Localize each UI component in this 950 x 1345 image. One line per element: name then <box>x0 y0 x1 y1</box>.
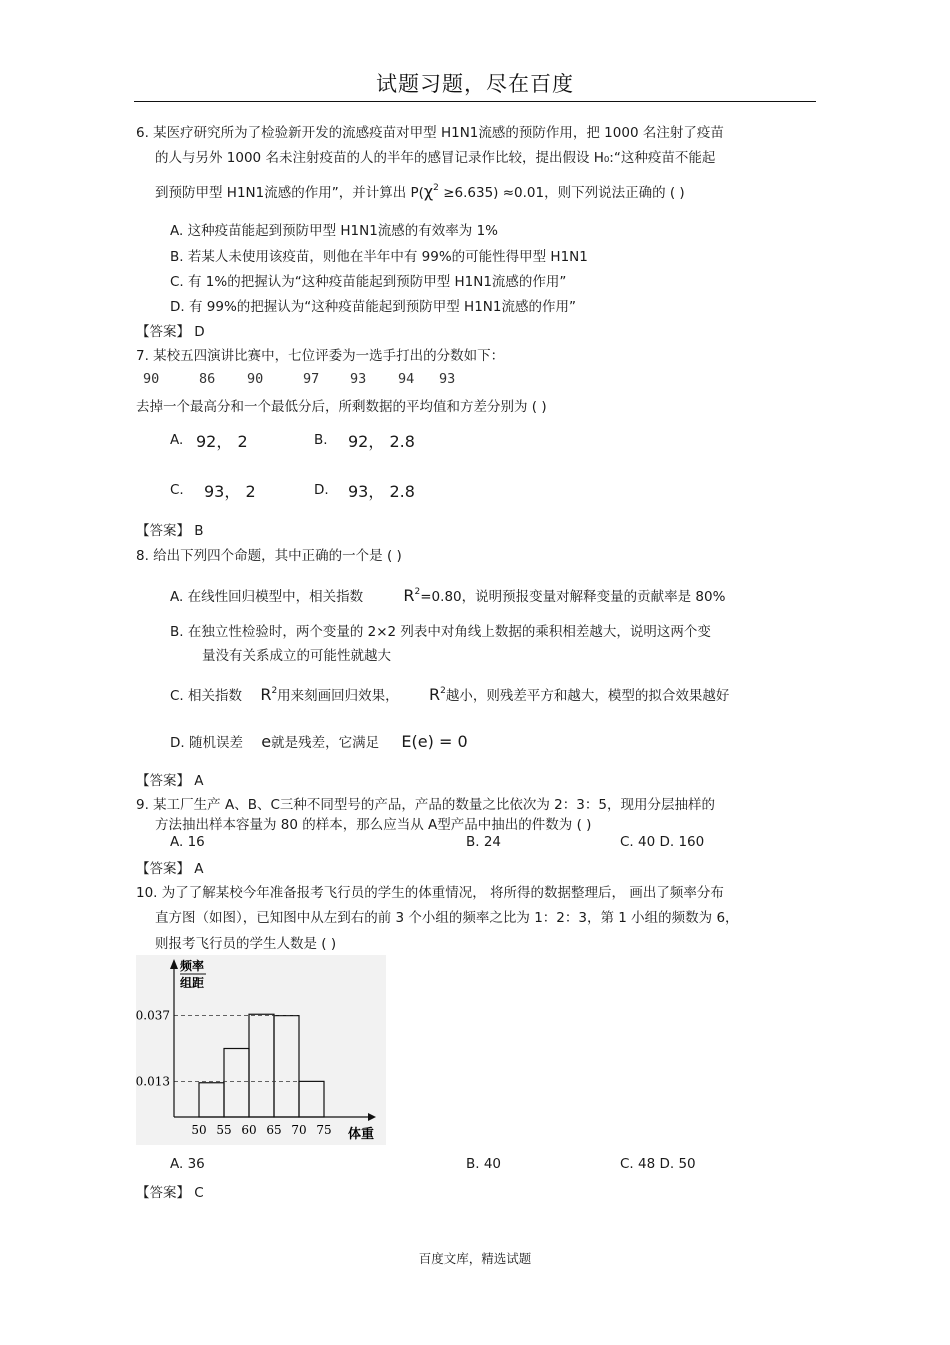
x-axis-label: 体重 <box>348 1127 375 1142</box>
q6-chi-superscript: 2 <box>433 183 439 193</box>
q10-stem-line2: 直方图（如图），已知图中从左到右的前 3 个小组的频率之比为 1：2：3，第 1 小组的频数为 6， <box>155 910 739 926</box>
q8-option-a-pre: A. 在线性回归模型中，相关指数 <box>170 589 364 605</box>
q10-option-a: A. 36 <box>170 1156 205 1172</box>
q6-stem-line3a: 到预防甲型 H1N1流感的作用”，并计算出 P( <box>155 185 424 201</box>
q8-option-a-post: =0.80，说明预报变量对解释变量的贡献率是 80% <box>420 589 726 605</box>
q7-stem-2: 去掉一个最高分和一个最低分后，所剩数据的平均值和方差分别为 ( ) <box>136 399 547 415</box>
q8-option-d <box>170 731 468 751</box>
q6-stem-line2: 的人与另外 1000 名未注射疫苗的人的半年的感冒记录作比较，提出假设 H₀:“这种疫苗不能起 <box>155 150 716 166</box>
q8-option-d-e: e <box>261 732 272 751</box>
frequency-histogram <box>136 955 386 1145</box>
q6-stem-line3b: ≥6.635) ≈0.01，则下列说法正确的 ( ) <box>438 185 685 201</box>
q6-answer: 【答案】 D <box>136 324 205 340</box>
q8-option-b-line1: B. 在独立性检验时，两个变量的 2×2 列表中对角线上数据的乘积相差越大，说明这两个变 <box>170 624 711 640</box>
q8-option-a-sup: 2 <box>414 587 421 597</box>
q7-score-7: 93 <box>439 371 456 387</box>
y-tick-label: 0.037 <box>136 1008 170 1023</box>
q8-option-c-r2: R <box>428 685 441 704</box>
q7-score-1: 90 <box>143 371 160 387</box>
q8-option-c-sup: 2 <box>271 686 278 696</box>
q8-option-a-r: R <box>403 586 415 605</box>
q8-option-c-post: 越小，则残差平方和越大，模型的拟合效果越好 <box>445 688 730 704</box>
x-tick-label: 70 <box>291 1123 307 1137</box>
q10-stem-line3: 则报考飞行员的学生人数是 ( ) <box>155 936 337 952</box>
y-tick-label: 0.013 <box>136 1074 170 1089</box>
q9-stem-line1: 9. 某工厂生产 A、B、C三种不同型号的产品，产品的数量之比依次为 2：3：5，现用分层抽样的 <box>136 797 715 813</box>
q6-stem-line1: 6. 某医疗研究所为了检验新开发的流感疫苗对甲型 H1N1流感的预防作用，把 1000 名注射了疫苗 <box>136 125 724 141</box>
x-tick-label: 65 <box>266 1123 282 1137</box>
q8-stem: 8. 给出下列四个命题，其中正确的一个是 ( ) <box>136 548 402 564</box>
q9-answer: 【答案】 A <box>136 861 204 877</box>
q7-option-c: 93， 2 <box>204 482 256 501</box>
q7-option-b-label: B. <box>314 432 328 448</box>
q7-score-6: 94 <box>398 371 415 387</box>
q7-option-d-label: D. <box>314 482 329 498</box>
q10-answer: 【答案】 C <box>136 1185 204 1201</box>
q7-score-4: 97 <box>303 371 320 387</box>
q7-answer: 【答案】 B <box>136 523 204 539</box>
x-tick-label: 75 <box>316 1123 332 1137</box>
q8-option-b-line2: 量没有关系成立的可能性就越大 <box>202 648 391 664</box>
q6-option-d: D. 有 99%的把握认为“这种疫苗能起到预防甲型 H1N1流感的作用” <box>170 299 576 315</box>
q7-score-3: 90 <box>247 371 264 387</box>
q8-option-c-r: R <box>260 685 272 704</box>
x-tick-label: 60 <box>241 1123 257 1137</box>
page-footer: 百度文库，精选试题 <box>418 1251 532 1266</box>
q8-option-c-sup2: 2 <box>440 686 446 696</box>
y-axis-label-top: 频率 <box>180 959 205 973</box>
q7-score-5: 93 <box>350 371 367 387</box>
q8-option-c <box>170 684 729 704</box>
q7-option-d: 93， 2.8 <box>348 482 415 501</box>
q7-score-2: 86 <box>199 371 216 387</box>
q8-option-d-formula: E(e) = 0 <box>401 732 468 751</box>
q8-option-d-mid: 就是残差，它满足 <box>271 735 380 751</box>
q8-option-d-pre: D. 随机误差 <box>170 735 243 751</box>
q9-stem-line2: 方法抽出样本容量为 80 的样本，那么应当从 A型产品中抽出的件数为 ( ) <box>155 817 592 833</box>
q6-option-a: A. 这种疫苗能起到预防甲型 H1N1流感的有效率为 1% <box>170 223 499 239</box>
q9-option-a: A. 16 <box>170 834 205 850</box>
q10-option-b: B. 40 <box>466 1156 502 1172</box>
q6-option-b: B. 若某人未使用该疫苗，则他在半年中有 99%的可能性得甲型 H1N1 <box>170 249 588 265</box>
q7-option-a-label: A. <box>170 432 184 448</box>
q10-stem-line1: 10. 为了了解某校今年准备报考飞行员的学生的体重情况， 将所得的数据整理后， 画出了频率分布 <box>136 885 724 901</box>
q7-option-a: 92， 2 <box>196 432 248 451</box>
x-tick-label: 50 <box>191 1123 207 1137</box>
q7-option-c-label: C. <box>170 482 184 498</box>
y-axis-label-bottom: 组距 <box>180 976 205 990</box>
q10-option-cd: C. 48 D. 50 <box>620 1156 696 1172</box>
q8-answer: 【答案】 A <box>136 773 204 789</box>
x-tick-label: 55 <box>216 1123 232 1137</box>
q9-option-cd: C. 40 D. 160 <box>620 834 705 850</box>
q7-option-b: 92， 2.8 <box>348 432 415 451</box>
q8-option-c-pre: C. 相关指数 <box>170 688 243 704</box>
q9-option-b: B. 24 <box>466 834 502 850</box>
q6-stem-line3 <box>155 181 685 201</box>
q8-option-a <box>170 585 725 605</box>
header-divider <box>134 101 816 102</box>
q8-option-c-mid: 用来刻画回归效果， <box>277 688 399 704</box>
page-header-title: 试题习题，尽在百度 <box>376 72 574 96</box>
q6-chi-symbol: χ <box>423 182 434 201</box>
q6-option-c: C. 有 1%的把握认为“这种疫苗能起到预防甲型 H1N1流感的作用” <box>170 274 567 290</box>
q7-stem: 7. 某校五四演讲比赛中，七位评委为一选手打出的分数如下： <box>136 348 505 364</box>
